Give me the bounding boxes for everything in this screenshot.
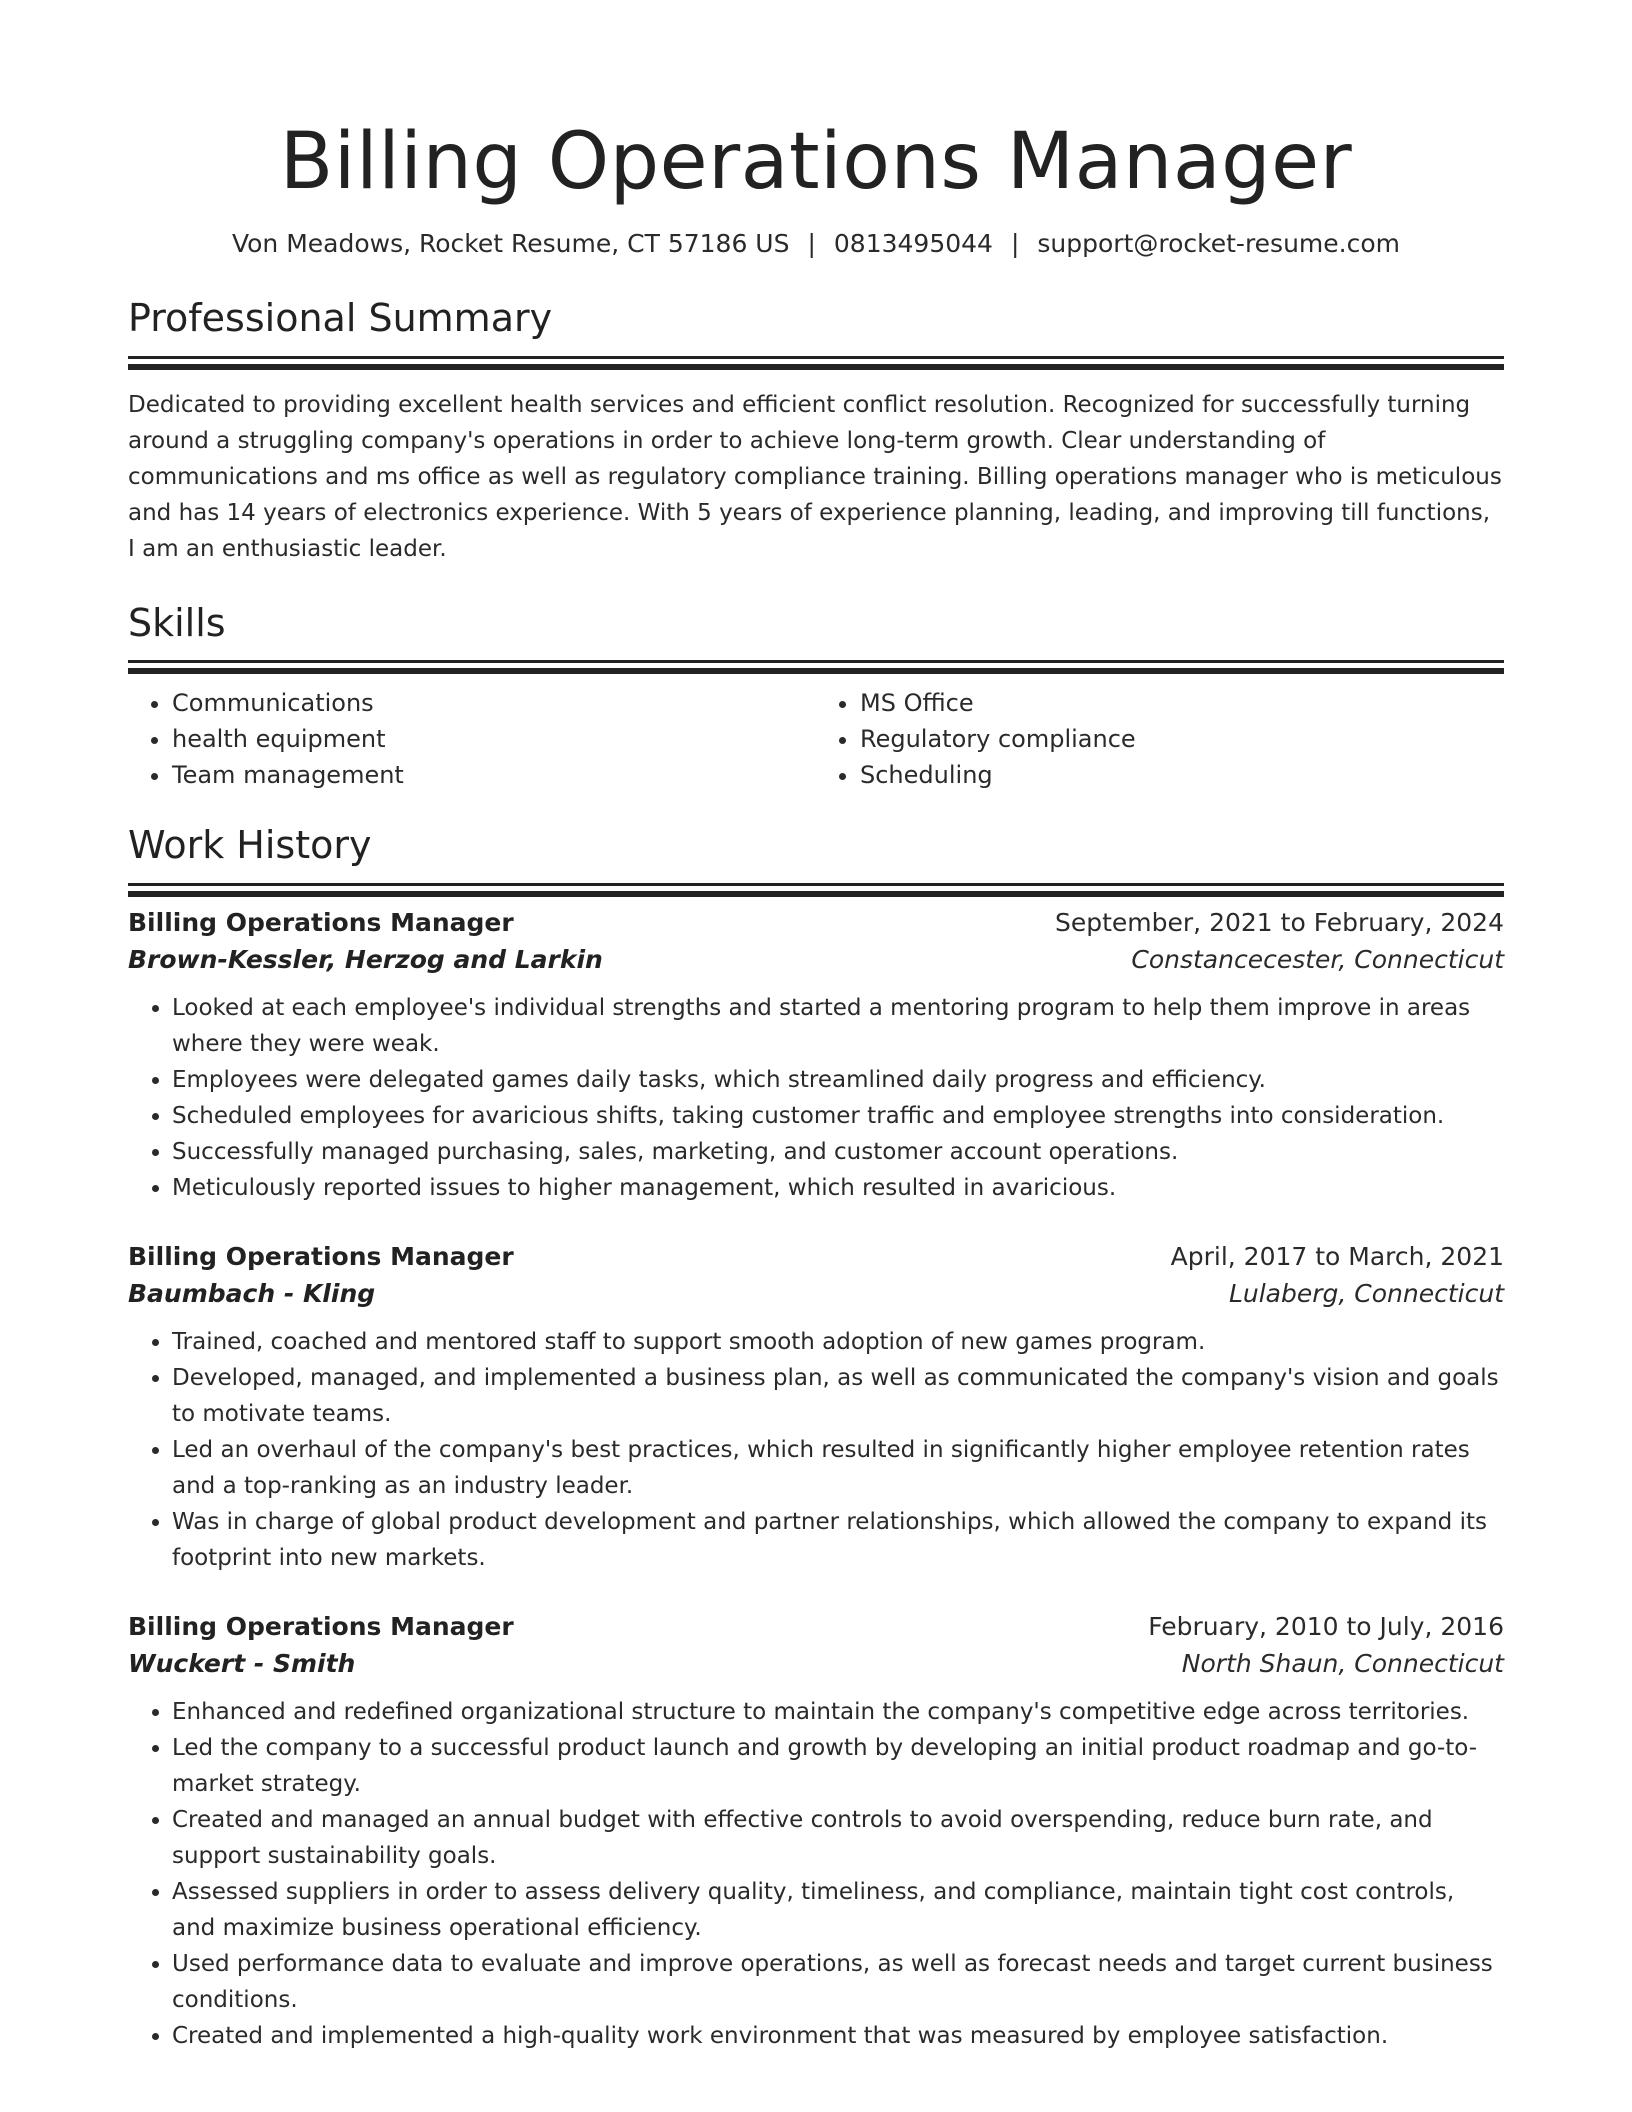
section-divider [128, 356, 1504, 359]
job-dates: April, 2017 to March, 2021 [1170, 1242, 1504, 1272]
professional-summary-section [128, 296, 1504, 567]
job-location: Lulaberg, Connecticut [1228, 1279, 1504, 1309]
skills-section [128, 601, 1504, 794]
skill-item: • Regulatory compliance [860, 721, 1504, 757]
job-entry [128, 1612, 1504, 2054]
job-title: Billing Operations Manager [128, 1612, 514, 1642]
contact-address: Von Meadows, Rocket Resume, CT 57186 US [231, 228, 790, 258]
job-bullet: • Meticulously reported issues to higher management, which resulted in avaricious. [172, 1170, 1504, 1206]
job-bullets [128, 990, 1504, 1206]
job-dates: February, 2010 to July, 2016 [1148, 1612, 1504, 1642]
skill-item: • MS Office [860, 685, 1504, 721]
job-bullet: • Looked at each employee's individual strengths and started a mentoring program to help them improve in areas where they were weak. [172, 990, 1504, 1062]
job-bullet: • Successfully managed purchasing, sales, marketing, and customer account operations. [172, 1134, 1504, 1170]
job-bullet: • Assessed suppliers in order to assess delivery quality, timeliness, and compliance, maintain tight cost controls, and maximize business operational efficiency. [172, 1874, 1504, 1946]
job-bullet: • Employees were delegated games daily tasks, which streamlined daily progress and efficiency. [172, 1062, 1504, 1098]
skill-item: • Scheduling [860, 757, 1504, 793]
skill-item: • Team management [172, 757, 816, 793]
job-subheader-row [128, 937, 1504, 974]
contact-email: support@rocket-resume.com [1037, 228, 1401, 258]
job-title: Billing Operations Manager [128, 908, 514, 938]
section-heading-summary: Professional Summary [128, 296, 553, 341]
job-bullet: • Was in charge of global product development and partner relationships, which allowed the company to expand its footprint into new markets. [172, 1504, 1504, 1576]
job-subheader-row [128, 1271, 1504, 1308]
section-divider [128, 660, 1504, 663]
job-title: Billing Operations Manager [128, 1242, 514, 1272]
job-header-row [128, 1612, 1504, 1641]
section-heading-skills: Skills [128, 600, 226, 645]
job-subheader-row [128, 1641, 1504, 1678]
job-entry [128, 908, 1504, 1206]
section-divider [128, 883, 1504, 886]
skill-item: • Communications [172, 685, 816, 721]
job-bullets [128, 1324, 1504, 1576]
summary-text: Dedicated to providing excellent health services and efficient conflict resolution. Recognized for successfully turning around a struggling company's operations in order to achieve long-term growth. Clear understanding of communications and ms office as well as regulatory compliance training. Billing operations manager who is meticulous and has 14 years of electronics experience. With 5 years of experience planning, leading, and improving till functions, I am an enthusiastic leader. [128, 391, 1502, 562]
job-bullet: • Enhanced and redefined organizational structure to maintain the company's competitive edge across territories. [172, 1694, 1504, 1730]
work-history-section [128, 823, 1504, 2054]
job-company: Baumbach - Kling [128, 1279, 376, 1309]
job-company: Wuckert - Smith [128, 1649, 356, 1679]
job-bullet: • Led the company to a successful product launch and growth by developing an initial product roadmap and go-to-market strategy. [172, 1730, 1504, 1802]
job-bullet: • Created and implemented a high-quality work environment that was measured by employee satisfaction. [172, 2018, 1504, 2054]
job-entry [128, 1242, 1504, 1576]
job-header-row [128, 1242, 1504, 1271]
skills-grid [128, 685, 1504, 793]
contact-separator: | [1010, 228, 1020, 258]
contact-line [128, 228, 1504, 261]
job-bullet: • Developed, managed, and implemented a business plan, as well as communicated the company's vision and goals to motivate teams. [172, 1360, 1504, 1432]
skills-column-right [816, 685, 1504, 793]
job-bullets [128, 1694, 1504, 2054]
resume-title: Billing Operations Manager [279, 117, 1353, 207]
job-bullet: • Led an overhaul of the company's best practices, which resulted in significantly higher employee retention rates and a top-ranking as an industry leader. [172, 1432, 1504, 1504]
contact-separator: | [807, 228, 816, 258]
job-bullet: • Used performance data to evaluate and improve operations, as well as forecast needs and target current business conditions. [172, 1946, 1504, 2018]
skill-item: • health equipment [172, 721, 816, 757]
job-location: North Shaun, Connecticut [1181, 1649, 1504, 1679]
job-bullet: • Trained, coached and mentored staff to support smooth adoption of new games program. [172, 1324, 1504, 1360]
contact-phone: 0813495044 [833, 228, 993, 258]
job-company: Brown-Kessler, Herzog and Larkin [128, 945, 603, 975]
job-bullet: • Created and managed an annual budget with effective controls to avoid overspending, reduce burn rate, and support sustainability goals. [172, 1802, 1504, 1874]
job-bullet: • Scheduled employees for avaricious shifts, taking customer traffic and employee strengths into consideration. [172, 1098, 1504, 1134]
section-heading-work-history: Work History [128, 823, 372, 868]
job-dates: September, 2021 to February, 2024 [1055, 908, 1504, 938]
job-header-row [128, 908, 1504, 937]
job-location: Constancecester, Connecticut [1131, 945, 1504, 975]
skills-column-left [128, 685, 816, 793]
